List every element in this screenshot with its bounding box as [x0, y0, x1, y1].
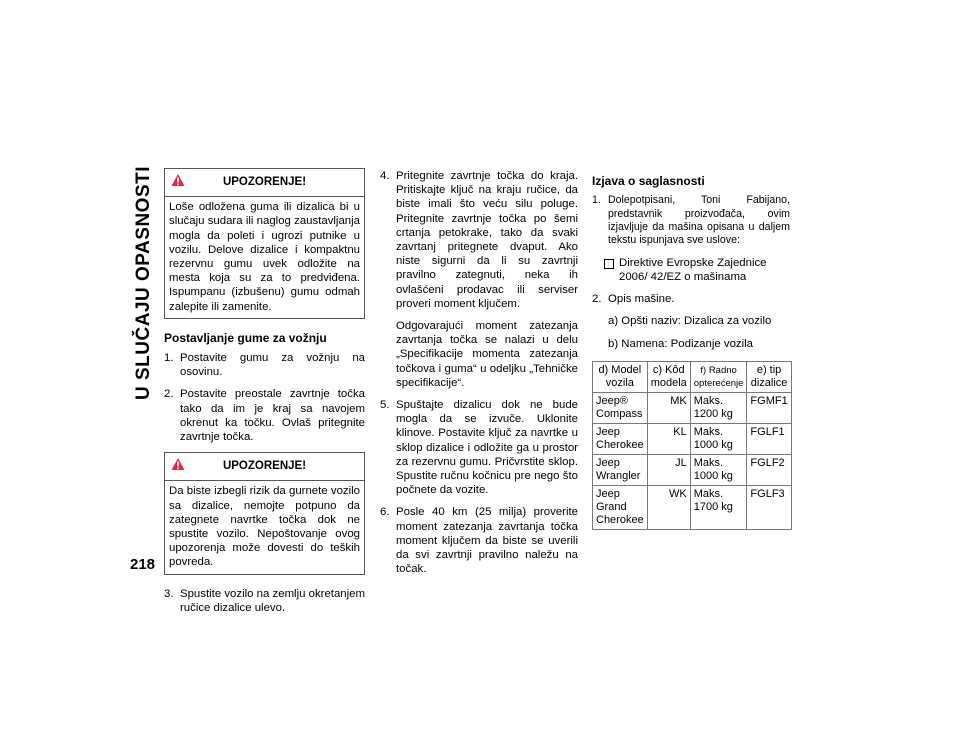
table-header-cell: e) tip dizalice [747, 361, 791, 392]
step-text: Pritegnite zavrtnje točka do kraja. Pritiskajte ključ na kraju ručice, da biste imali što veću silu poluge. Pritegnite zavrtnje točka po šemi crtanja petokrake, tako da svaki zavrtanj pritegnete dvaput. Ako niste sigurni da li su zavrtnji pravilno zategnuti, neka ih ovlašćeni prodavac ili serviser proveri moment ključem. [396, 170, 578, 310]
table-cell: FGLF2 [747, 454, 791, 485]
machine-purpose: b) Namena: Podizanje vozila [608, 337, 753, 350]
table-header-row [593, 361, 792, 392]
step-text: Postavite gumu za vožnju na osovinu. [180, 352, 365, 379]
steps-list-2 [164, 587, 365, 615]
table-cell: FGLF3 [747, 485, 791, 529]
warning-triangle-icon [171, 457, 185, 471]
step-number: 4. [380, 170, 390, 182]
step-number: 1. [592, 194, 601, 207]
table-row [593, 392, 792, 423]
directive-text: Direktive Evropske Zajednice 2006/ 42/EZ o mašinama [619, 256, 767, 284]
step-text: Opis mašine. [608, 293, 675, 306]
column-middle [380, 169, 578, 584]
step-text: Posle 40 km (25 milja) proverite moment zatezanja zavrtanja točka moment ključem da biste se uverili da svi zavrtnji pravilno naležu na točak. [396, 506, 578, 576]
step-text: Spuštajte dizalicu dok ne bude mogla da se izvuče. Uklonite klinove. Postavite ključ za navrtke u sklop dizalice i odložite ga u prostor za rezervnu gumu. Pričvrstite sklop. Spustite ručnu kočnicu pre nego što počnete da vozite. [396, 399, 578, 497]
step-number: 2. [164, 388, 174, 401]
warning-text-1: Loše odložena guma ili dizalica bi u slučaju sudara ili naglog zaustavljanja mogla da poleti i ugrozi putnike u vozilu. Delove dizalice i kompaktnu rezervnu gumu uvek odložite na mesta koja su za to predviđena. Ispumpanu (izbušenu) gumu odmah zalepite ili zamenite. [169, 201, 360, 313]
table-cell: Maks. 1000 kg [690, 423, 747, 454]
table-cell: Jeep Wrangler [593, 454, 648, 485]
list-item [380, 398, 578, 497]
table-cell: JL [647, 454, 690, 485]
warning-header-1 [165, 169, 364, 197]
list-item [164, 387, 365, 444]
table-header-cell: d) Model vozila [593, 361, 648, 392]
step-text: Spustite vozilo na zemlju okretanjem ručice dizalice ulevo. [180, 587, 365, 614]
list-item [592, 194, 790, 248]
table-cell: WK [647, 485, 690, 529]
steps-list-3 [380, 169, 578, 576]
table-row [593, 423, 792, 454]
step-number: 1. [164, 352, 174, 365]
step-text: Dolepotpisani, Toni Fabijano, predstavnik proizvođača, ovim izjavljuje da mašina opisana u daljem tekstu ispunjava sve uslove: [608, 194, 790, 247]
page-number: 218 [130, 556, 156, 573]
column-right [592, 172, 790, 530]
section-heading-mounting: Postavljanje gume za vožnju [164, 330, 327, 345]
table-cell: FGLF1 [747, 423, 791, 454]
step-number: 6. [380, 506, 390, 519]
table-cell: Maks. 1700 kg [690, 485, 747, 529]
table-cell: MK [647, 392, 690, 423]
list-item [380, 505, 578, 576]
table-cell: FGMF1 [747, 392, 791, 423]
table-cell: Jeep Grand Cherokee [593, 485, 648, 529]
warning-box-1 [164, 168, 365, 319]
declaration-list-2 [592, 292, 790, 306]
table-cell: Maks. 1000 kg [690, 454, 747, 485]
warning-title-2: UPOZORENJE! [222, 460, 307, 473]
table-row [593, 485, 792, 529]
jack-model-table [592, 361, 792, 530]
warning-header-2 [165, 453, 364, 481]
step-text: Postavite preostale zavrtnje točka tako da im je kraj sa navojem okrenut ka točku. Ovlaš pritegnite zavrtnje točka. [180, 388, 365, 444]
step-note: Odgovarajući moment zatezanja zavrtanja točka se nalazi u delu „Specifikacije momenta zatezanja točkova i guma“ u odeljku „Tehničke specifikacije“. [396, 320, 578, 389]
table-cell: Jeep Cherokee [593, 423, 648, 454]
machine-general-name: a) Opšti naziv: Dizalica za vozilo [608, 315, 772, 328]
warning-title-1: UPOZORENJE! [222, 176, 307, 188]
directive-bullet [592, 256, 790, 284]
list-item [164, 587, 365, 615]
steps-list-1 [164, 351, 365, 444]
step-number: 3. [164, 587, 174, 600]
declaration-list [592, 194, 790, 248]
section-side-title: U SLUČAJU OPASNOSTI [133, 165, 154, 400]
list-item [380, 169, 578, 390]
warning-triangle-icon [171, 173, 185, 187]
list-item [164, 351, 365, 379]
table-header-cell: c) Kôd modela [647, 361, 690, 392]
step-number: 5. [380, 399, 390, 412]
table-row [593, 454, 792, 485]
table-cell: KL [647, 423, 690, 454]
column-left [164, 168, 365, 623]
table-cell: Jeep® Compass [593, 392, 648, 423]
checkbox-square-icon [604, 259, 614, 269]
list-item [592, 292, 790, 306]
warning-text-2: Da biste izbegli rizik da gurnete vozilo sa dizalice, nemojte potpuno da zategnete navrtke točka dok ne spustite vozilo. Nepoštovanje ovog upozorenja može dovesti do teških povreda. [169, 485, 360, 569]
table-header-cell: f) Radno opterećenje [690, 361, 747, 392]
step-number: 2. [592, 293, 602, 306]
warning-box-2 [164, 452, 365, 574]
section-heading-declaration: Izjava o saglasnosti [592, 174, 705, 188]
table-cell: Maks. 1200 kg [690, 392, 747, 423]
